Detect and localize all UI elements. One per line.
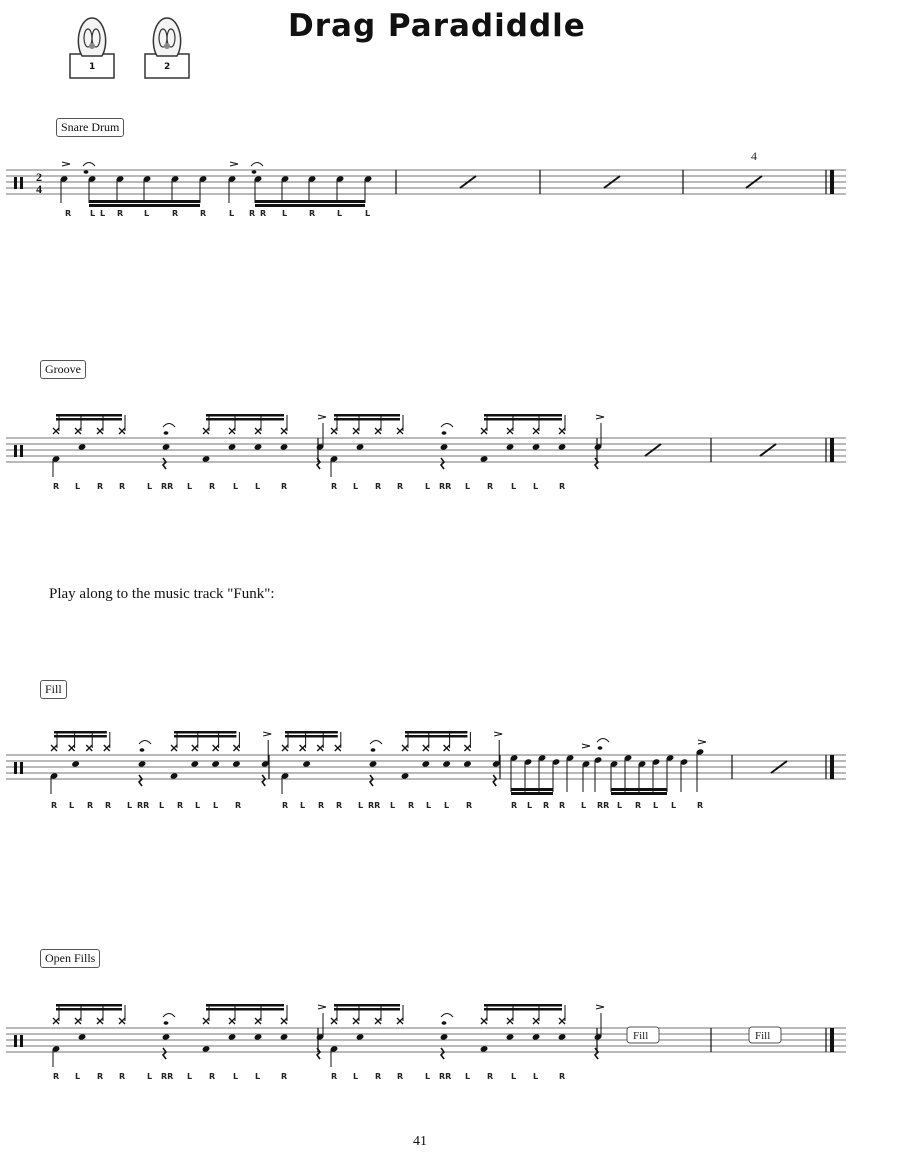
beam [56,414,122,417]
sticking-letter: RR [439,482,452,491]
sticking-letter: L [75,1072,81,1081]
staff-fill [0,722,900,812]
hihat-note [281,1018,287,1024]
open-fill-label-2 [749,1027,781,1043]
svg-text:Fill: Fill [755,1030,771,1042]
hihat-note [300,745,306,751]
hihat-note [97,428,103,434]
grace-note [442,1021,447,1025]
hihat-note [119,428,125,434]
accent [596,1005,604,1009]
beam [334,1008,400,1011]
snare-note [302,760,311,767]
snare-note [422,760,431,767]
slur [370,741,382,745]
beam [611,792,667,795]
hihat-note [53,1018,59,1024]
sticking-letter: R [117,209,124,218]
snare-note [506,443,515,450]
hihat-note [51,745,57,751]
quarter-rest [262,775,265,786]
sticking-letter: R [200,209,207,218]
sticking-letter: R [53,482,60,491]
beam [206,418,284,421]
snare-note [78,1033,87,1040]
slur [83,163,95,167]
beam [511,788,553,791]
kick-note [202,1045,211,1052]
instruction-text: Play along to the music track "Funk": [49,586,275,602]
accent [318,415,326,419]
kick-note [170,772,179,779]
sticking-letter: L [653,801,659,810]
quarter-rest [317,1048,320,1059]
hihat-note [317,745,323,751]
sticking-letter: L [300,801,306,810]
beam [89,204,200,207]
accent [230,162,238,166]
kick-note [480,1045,489,1052]
sticking-letter: R [309,209,316,218]
hihat-note [229,1018,235,1024]
quarter-rest [139,775,142,786]
section-label-snare-drum: Snare Drum [56,118,124,137]
sticking-letter: L [358,801,364,810]
snare-note [532,1033,541,1040]
slur [163,1014,175,1018]
track-number: 1 [89,62,96,72]
hihat-note [104,745,110,751]
sticking-letter: L [527,801,533,810]
quarter-rest [317,458,320,469]
end-barline [830,170,834,194]
sticking-letter: L [159,801,165,810]
beam [334,1004,400,1007]
hihat-note [507,428,513,434]
sticking-letter: L [187,482,193,491]
grace-note [252,170,257,174]
sticking-letter: L [233,482,239,491]
beam [255,200,365,203]
accent [263,732,271,736]
sticking-letter: L [533,1072,539,1081]
sticking-letter: L [511,1072,517,1081]
sticking-letter: L [100,209,106,218]
sticking-letter: L [147,1072,153,1081]
snare-note [232,760,241,767]
sticking-letter: L [353,1072,359,1081]
page-title: Drag Paradiddle [288,8,586,44]
sticking-letter: L [390,801,396,810]
beam [255,204,365,207]
beam [334,414,400,417]
section-label-groove: Groove [40,360,86,379]
staff-open-fills [0,995,900,1085]
sticking-letter: L [465,1072,471,1081]
sticking-letter: L [213,801,219,810]
open-fill-label-1 [627,1027,659,1043]
slur [163,424,175,428]
accent [62,162,70,166]
sticking-letter: RR [439,1072,452,1081]
sticking-letter: L [617,801,623,810]
sticking-letter: L [255,482,261,491]
snare-note [356,1033,365,1040]
sticking-letter: R [487,1072,494,1081]
staff-snare-drum [0,150,900,240]
staff-groove [0,405,900,495]
hihat-note [464,745,470,751]
hihat-note [335,745,341,751]
hihat-note [397,1018,403,1024]
sticking-letter: R [65,209,72,218]
sticking-letter: R [87,801,94,810]
sticking-letter: R [487,482,494,491]
sticking-letter: R [318,801,325,810]
sticking-letter: L [353,482,359,491]
beam [405,731,467,734]
beam [285,735,338,738]
sticking-letter: L [255,1072,261,1081]
sticking-letter: L [425,482,431,491]
snare-note [280,443,289,450]
hihat-note [171,745,177,751]
beam [611,788,667,791]
snare-note [356,443,365,450]
kick-note [202,455,211,462]
hihat-note [86,745,92,751]
hihat-note [255,428,261,434]
hihat-note [331,428,337,434]
hihat-note [375,428,381,434]
sticking-letter: L [229,209,235,218]
hihat-note [203,428,209,434]
slur [441,424,453,428]
hihat-note [423,745,429,751]
hihat-note [203,1018,209,1024]
hihat-note [397,428,403,434]
sticking-letter: R [281,482,288,491]
sticking-letter: L [147,482,153,491]
sticking-letter: R [375,482,382,491]
beam [89,200,200,203]
accent [582,744,590,748]
beam [484,418,562,421]
hihat-note [444,745,450,751]
hihat-note [233,745,239,751]
sticking-letter: L [337,209,343,218]
snare-note [254,1033,263,1040]
beam [174,731,236,734]
sticking-letter: L [465,482,471,491]
hihat-note [559,428,565,434]
sticking-letter: L [144,209,150,218]
sticking-letter: RR [597,801,610,810]
snare-note [254,443,263,450]
snare-note [369,760,378,767]
slur [139,741,151,745]
hihat-note [481,1018,487,1024]
snare-note [78,443,87,450]
sticking-letter: L [581,801,587,810]
sticking-letter: L [127,801,133,810]
sticking-letter: R [119,482,126,491]
hihat-note [192,745,198,751]
section-label-open-fills: Open Fills [40,949,100,968]
beam [484,414,562,417]
grace-note [84,170,89,174]
sticking-letter: L [511,482,517,491]
hihat-note [533,1018,539,1024]
hihat-note [97,1018,103,1024]
quarter-rest [163,1048,166,1059]
sticking-letter: R [543,801,550,810]
kick-note [401,772,410,779]
sticking-letter: R [336,801,343,810]
sticking-letter: L [282,209,288,218]
kick-note [480,455,489,462]
section-label-fill: Fill [40,680,67,699]
sticking-letter: R [209,1072,216,1081]
snare-note [162,1033,171,1040]
percussion-clef [14,177,23,189]
grace-note [164,1021,169,1025]
slur [251,163,263,167]
beam [54,731,107,734]
accent [698,740,706,744]
sticking-letter: RR [137,801,150,810]
repeat-count: 4 [751,149,757,163]
beam [206,1004,284,1007]
snare-note [558,443,567,450]
sticking-letter: R [51,801,58,810]
sticking-letter: R [209,482,216,491]
sticking-letter: L [195,801,201,810]
sticking-letter: L [365,209,371,218]
snare-note [280,1033,289,1040]
sticking-letter: R [331,482,338,491]
sticking-letter: L [426,801,432,810]
sticking-letter: L [90,209,96,218]
sticking-letter: R [331,1072,338,1081]
track-1[interactable] [68,12,116,87]
beam [206,1008,284,1011]
sticking-letter: R [235,801,242,810]
snare-note [442,760,451,767]
hihat-note [353,1018,359,1024]
beam [285,731,338,734]
sticking-letter: R [177,801,184,810]
grace-note [371,748,376,752]
snare-note [228,1033,237,1040]
hihat-note [559,1018,565,1024]
hihat-note [402,745,408,751]
hihat-note [75,428,81,434]
beam [56,1008,122,1011]
sticking-letter: R [559,482,566,491]
quarter-rest [441,1048,444,1059]
track-2[interactable] [143,12,191,87]
slur [441,1014,453,1018]
snare-note [228,443,237,450]
sticking-letter: RR [368,801,381,810]
sticking-letter: L [69,801,75,810]
accent [596,415,604,419]
beam [334,418,400,421]
snare-note [463,760,472,767]
snare-note [558,1033,567,1040]
sticking-letter: L [233,1072,239,1081]
hihat-note [75,1018,81,1024]
sticking-letter: R [375,1072,382,1081]
hihat-note [375,1018,381,1024]
sticking-letter: L [444,801,450,810]
sticking-letter: R [408,801,415,810]
sticking-letter: RR [161,1072,174,1081]
sticking-letter: R [97,482,104,491]
sticking-letter: R [53,1072,60,1081]
sticking-letter: R [466,801,473,810]
sticking-letter: L [75,482,81,491]
track-number: 2 [164,62,171,72]
hihat-note [353,428,359,434]
sticking-letter: R [97,1072,104,1081]
beam [405,735,467,738]
sticking-letter: R [172,209,179,218]
grace-note [598,746,603,750]
beam [484,1004,562,1007]
quarter-rest [163,458,166,469]
sticking-letter: R [282,801,289,810]
hihat-note [213,745,219,751]
beam [56,1004,122,1007]
hihat-note [229,428,235,434]
sticking-letter: L [671,801,677,810]
accent [318,1005,326,1009]
snare-note [532,443,541,450]
hihat-note [481,428,487,434]
grace-note [164,431,169,435]
sticking-letter: R [397,482,404,491]
sticking-letter: R [635,801,642,810]
hihat-note [119,1018,125,1024]
beam [174,735,236,738]
grace-note [140,748,145,752]
snare-note [191,760,200,767]
quarter-rest [370,775,373,786]
sticking-letter: R [119,1072,126,1081]
sticking-letter: R [397,1072,404,1081]
hihat-note [255,1018,261,1024]
beam [54,735,107,738]
hihat-note [53,428,59,434]
hihat-note [281,428,287,434]
hihat-note [282,745,288,751]
time-signature-bottom: 4 [36,182,42,196]
quarter-rest [441,458,444,469]
sticking-letter: R [559,1072,566,1081]
beam [206,414,284,417]
snare-note [440,443,449,450]
snare-note [71,760,80,767]
snare-note [162,443,171,450]
sticking-letter: R [260,209,267,218]
hihat-note [331,1018,337,1024]
sticking-letter: RR [161,482,174,491]
sticking-letter: L [187,1072,193,1081]
time-signature-top: 2 [36,170,42,184]
accent [494,732,502,736]
sticking-letter: L [533,482,539,491]
hihat-note [533,428,539,434]
sticking-letter: L [425,1072,431,1081]
sticking-letter: R [249,209,256,218]
grace-note [442,431,447,435]
page-number: 41 [413,1134,427,1149]
beam [56,418,122,421]
snare-note [440,1033,449,1040]
snare-note [138,760,147,767]
sticking-letter: R [559,801,566,810]
sticking-letter: R [511,801,518,810]
snare-note [506,1033,515,1040]
svg-text:Fill: Fill [633,1030,649,1042]
beam [511,792,553,795]
slur [597,739,609,743]
sticking-letter: R [281,1072,288,1081]
sticking-letter: R [105,801,112,810]
beam [484,1008,562,1011]
sticking-letter: R [697,801,704,810]
snare-note [211,760,220,767]
hihat-note [507,1018,513,1024]
quarter-rest [493,775,496,786]
hihat-note [69,745,75,751]
